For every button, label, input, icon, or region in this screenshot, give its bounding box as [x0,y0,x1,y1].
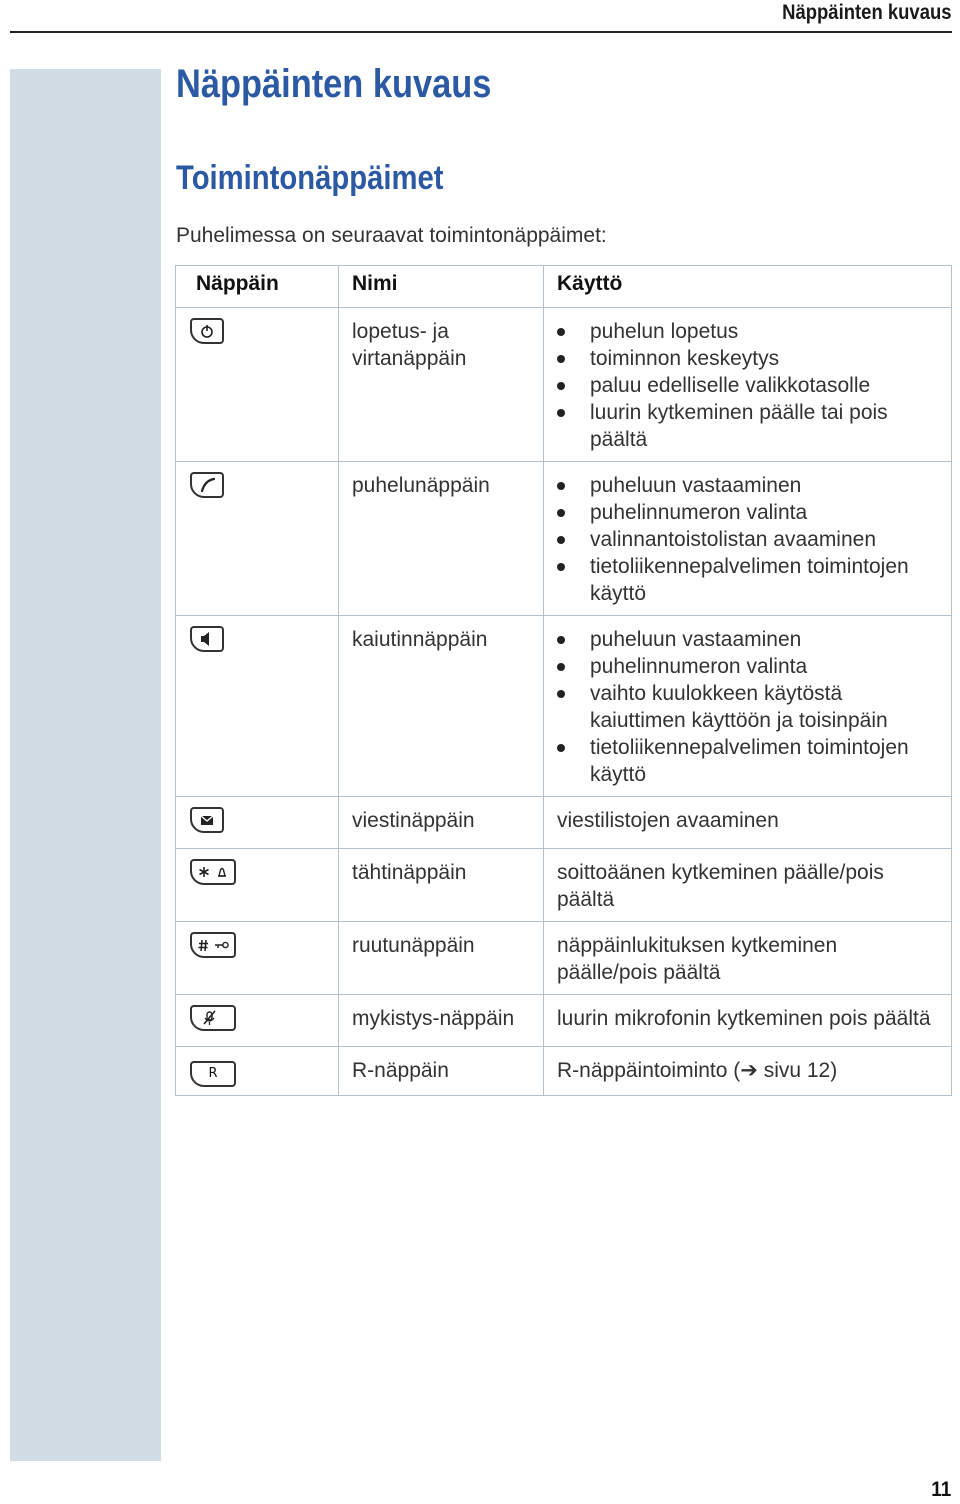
key-name: kaiutinnäppäin [339,616,544,797]
usage-item: toiminnon keskeytys [557,345,943,372]
intro-text: Puhelimessa on seuraavat toimintonäppäimet: [176,224,607,247]
table-row [176,797,952,849]
sidebar-band [10,69,161,1461]
r-key-icon: R [190,1061,236,1087]
page-title: Näppäinten kuvaus [176,62,492,106]
key-usage: soittoäänen kytkeminen päälle/pois päältä [544,849,952,922]
usage-item: luurin kytkeminen päälle tai pois päältä [557,399,943,453]
key-usage: luurin mikrofonin kytkeminen pois päältä [544,995,952,1047]
table-row [176,995,952,1047]
key-cell [176,1047,339,1096]
table-row [176,308,952,462]
mute-mic-key-icon [190,1005,236,1031]
key-usage [544,616,952,797]
usage-item: puheluun vastaaminen [557,472,943,499]
usage-item: puhelun lopetus [557,318,943,345]
usage-item: vaihto kuulokkeen käytöstä kaiuttimen käyttöön ja toisinpäin [557,680,943,734]
key-cell [176,308,339,462]
usage-item: puheluun vastaaminen [557,626,943,653]
header-rule [10,31,952,33]
table-header-row [176,266,952,308]
star-bell-key-icon [190,859,236,885]
key-cell [176,797,339,849]
table-row [176,462,952,616]
handset-key-icon [190,472,224,498]
key-name: R-näppäin [339,1047,544,1096]
table-row [176,922,952,995]
key-cell [176,462,339,616]
key-name: mykistys-näppäin [339,995,544,1047]
table-row [176,616,952,797]
table-row [176,1047,952,1096]
key-name: viestinäppäin [339,797,544,849]
key-name: lopetus- ja virtanäppäin [339,308,544,462]
column-header-usage: Käyttö [544,266,952,308]
power-end-key-icon [190,318,224,344]
section-title: Toimintonäppäimet [176,159,444,197]
envelope-key-icon [190,807,224,833]
page-number: 11 [931,1478,951,1501]
key-usage [544,462,952,616]
usage-item: tietoliikennepalvelimen toimintojen käyttö [557,553,943,607]
running-header: Näppäinten kuvaus [782,1,952,24]
key-usage: viestilistojen avaaminen [544,797,952,849]
column-header-key: Näppäin [176,266,339,308]
column-header-name: Nimi [339,266,544,308]
key-name: puhelunäppäin [339,462,544,616]
key-name: tähtinäppäin [339,849,544,922]
table-row [176,849,952,922]
usage-item: puhelinnumeron valinta [557,499,943,526]
usage-item: tietoliikennepalvelimen toimintojen käyttö [557,734,943,788]
usage-item: valinnantoistolistan avaaminen [557,526,943,553]
function-keys-table [175,265,952,1096]
key-name: ruutunäppäin [339,922,544,995]
key-cell [176,995,339,1047]
key-usage: R-näppäintoiminto (➔ sivu 12) [544,1047,952,1096]
usage-item: paluu edelliselle valikkotasolle [557,372,943,399]
speaker-key-icon [190,626,224,652]
key-usage [544,308,952,462]
key-cell [176,922,339,995]
key-cell [176,849,339,922]
usage-item: puhelinnumeron valinta [557,653,943,680]
key-cell [176,616,339,797]
key-usage: näppäinlukituksen kytkeminen päälle/pois päältä [544,922,952,995]
hash-key-key-icon [190,932,236,958]
